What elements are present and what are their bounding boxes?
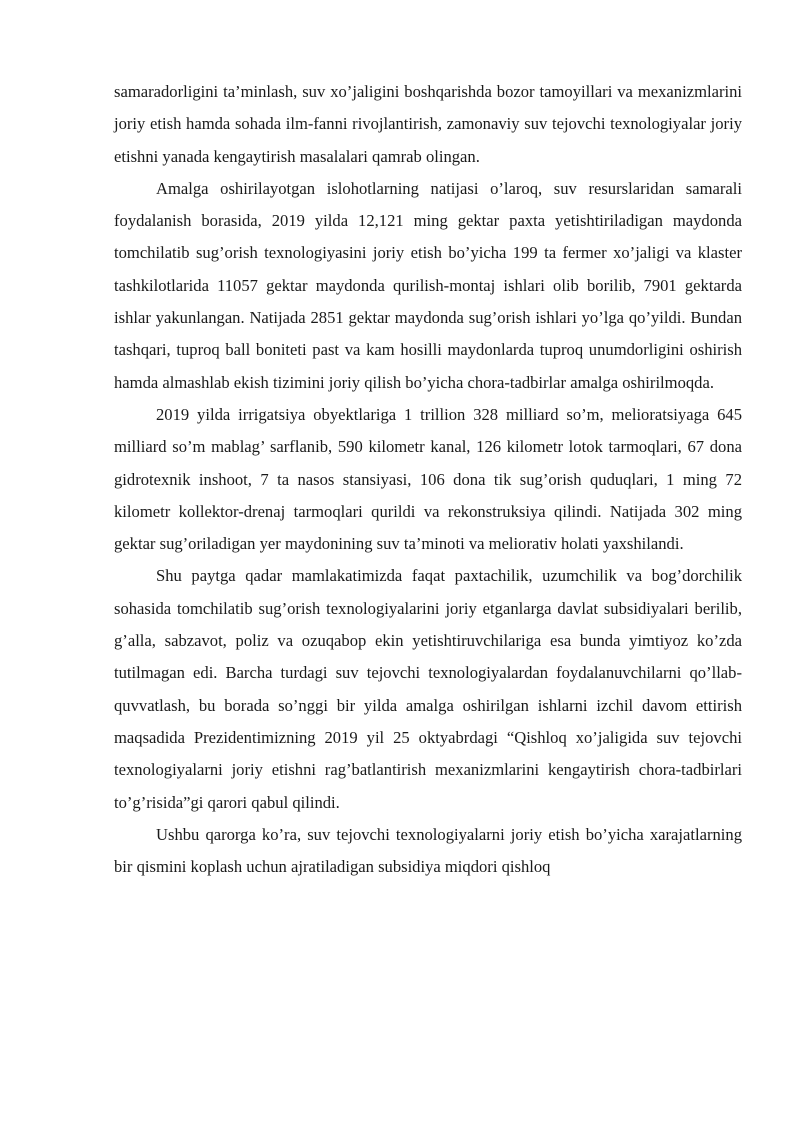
paragraph-1: samaradorligini ta’minlash, suv xo’jaligini boshqarishda bozor tamoyillari va mexanizmlarini joriy etish hamda sohada ilm-fanni rivojlantirish, zamonaviy suv tejovchi texnologiyalar joriy etishni yanada kengaytirish masalalari qamrab olingan.: [114, 82, 742, 166]
paragraph-3: 2019 yilda irrigatsiya obyektlariga 1 trillion 328 milliard so’m, melioratsiyaga 645 milliard so’m mablag’ sarflanib, 590 kilometr kanal, 126 kilometr lotok tarmoqlari, 67 dona gidrotexnik inshoot, 7 ta nasos stansiyasi, 106 dona tik sug’orish quduqlari, 1 ming 72 kilometr kollektor-drenaj tarmoqlari qurildi va rekonstruksiya qilindi. Natijada 302 ming gektar sug’oriladigan yer maydonining suv ta’minoti va meliorativ holati yaxshilandi.: [114, 404, 742, 554]
paragraph-4: Shu paytga qadar mamlakatimizda faqat paxtachilik, uzumchilik va bog’dorchilik sohasida tomchilatib sug’orish texnologiyalarini joriy etganlarga davlat subsidiyalari berilib, g’alla, sabzavot, poliz va ozuqabop ekin yetishtiruvchilariga esa bunda yimtiyoz ko’zda tutilmagan edi. Barcha turdagi suv tejovchi texnologiyalardan foydalanuvchilarni qo’llab-quvvatlash, bu borada so’nggi bir yilda amalga oshirilgan ishlarni izchil davom ettirish maqsadida Prezidentimizning 2019 yil 25 oktyabrdagi “Qishloq xo’jaligida suv tejovchi texnologiyalarni joriy etishni rag’batlantirish mexanizmlarini kengaytirish chora-tadbirlari to’g’risida”gi qarori qabul qilindi.: [114, 566, 742, 812]
document-page: [114, 76, 742, 883]
paragraph-2: Amalga oshirilayotgan islohotlarning natijasi o’laroq, suv resurslaridan samarali foydalanish borasida, 2019 yilda 12,121 ming gektar paxta yetishtiriladigan maydonda tomchilatib sug’orish texnologiyasini joriy etish bo’yicha 199 ta fermer xo’jaligi va klaster tashkilotlarida 11057 gektar maydonda qurilish-montaj ishlari olib borilib, 7901 gektarda ishlar yakunlangan. Natijada 2851 gektar maydonda sug’orish ishlari yo’lga qo’yildi. Bundan tashqari, tuproq ball boniteti past va kam hosilli maydonlarda tuproq unumdorligini oshirish hamda almashlab ekish tizimini joriy qilish bo’yicha chora-tadbirlar amalga oshirilmoqda.: [114, 178, 742, 392]
paragraph-5: Ushbu qarorga ko’ra, suv tejovchi texnologiyalarni joriy etish bo’yicha xarajatlarning bir qismini koplash uchun ajratiladigan subsidiya miqdori qishloq: [114, 824, 742, 877]
